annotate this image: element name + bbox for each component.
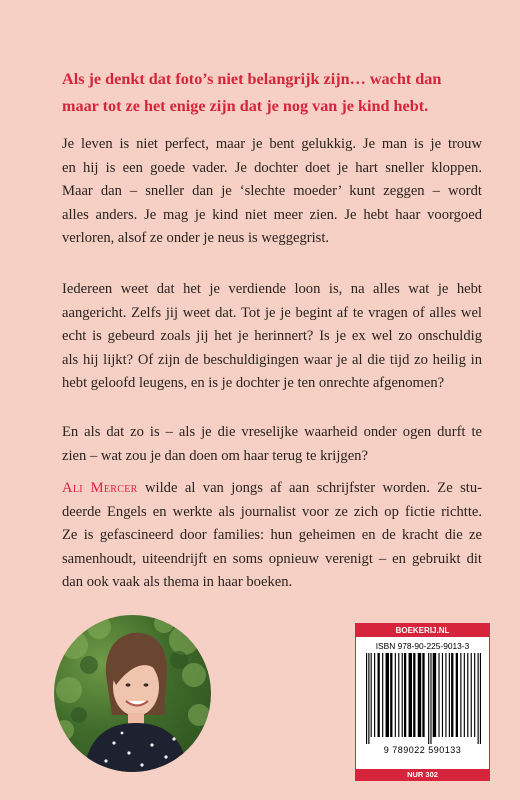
barcode-bar bbox=[480, 653, 481, 744]
isbn-number: ISBN 978-90-225-9013-3 bbox=[375, 641, 470, 651]
barcode-bar bbox=[471, 653, 472, 737]
barcode-bar bbox=[428, 653, 429, 744]
barcode-bar bbox=[467, 653, 468, 737]
barcode-bar bbox=[478, 653, 479, 744]
barcode-bar bbox=[371, 653, 372, 737]
publisher-band: BOEKERIJ.NL bbox=[356, 624, 489, 637]
barcode-bars bbox=[366, 653, 481, 744]
text-line: zien – wat zou je dan doen om haar terug te krijgen? bbox=[62, 447, 368, 464]
text-line bbox=[62, 477, 482, 501]
blurb-paragraph-3 bbox=[62, 421, 482, 468]
text-line: Maar dan – sneller dan je ‘slechte moeder’ kunt zeggen – wordt bbox=[62, 183, 482, 199]
text-line: deerde Engels en werkte als journalist voor ze zich op fictie richtte. bbox=[62, 503, 482, 520]
text-line: als hij lijkt? Of zijn de beschuldigingen waar je al die tijd zo heilig in bbox=[62, 351, 482, 368]
barcode-bar bbox=[386, 653, 389, 737]
barcode-bar bbox=[395, 653, 396, 737]
author-name: Ali Mercer bbox=[62, 480, 138, 496]
barcode-bar bbox=[418, 653, 421, 737]
barcode-bar bbox=[366, 653, 367, 744]
bio-text: wilde al van jongs af aan schrijfster worden. Ze stu- bbox=[137, 480, 482, 496]
text-line: verloren, alsof ze onder je neus is weggegrist. bbox=[62, 230, 330, 246]
barcode-bar bbox=[378, 653, 380, 737]
text-line: aangericht. Zelfs jij weet dat. Tot je je begint af te vragen of alles wel bbox=[62, 304, 482, 321]
text-line: dan ook vaak als thema in haar boeken. bbox=[62, 574, 293, 590]
barcode-bar bbox=[474, 653, 475, 737]
blurb-paragraph-2 bbox=[62, 278, 482, 396]
author-photo bbox=[54, 615, 211, 772]
author-bio bbox=[62, 477, 482, 595]
barcode-bar bbox=[430, 653, 431, 744]
barcode-bar bbox=[390, 653, 392, 737]
nur-band: NUR 302 bbox=[356, 769, 489, 780]
barcode-bar bbox=[456, 653, 458, 737]
blurb-paragraph-1 bbox=[62, 133, 482, 251]
text-line: en hij is een goede vader. Je dochter doet je hart sneller kloppen. bbox=[62, 159, 482, 176]
barcode-bar bbox=[398, 653, 399, 737]
barcode-bar bbox=[449, 653, 450, 737]
barcode-bar bbox=[404, 653, 406, 737]
text-line: En als dat zo is – als je die vreselijke waarheid onder ogen durft te bbox=[62, 424, 482, 440]
barcode-bar bbox=[451, 653, 453, 737]
author-portrait-image bbox=[54, 615, 211, 772]
barcode-bar bbox=[433, 653, 436, 737]
barcode-bar bbox=[464, 653, 465, 737]
text-line: echt is gebeurd zoals jij het je herinnert? Is je ex wel zo onschuldig bbox=[62, 328, 482, 344]
text-line: Je leven is niet perfect, maar je bent gelukkig. Je man is je trouw bbox=[62, 136, 482, 152]
tagline-line: Als je denkt dat foto’s niet belangrijk zijn… wacht dan bbox=[62, 70, 442, 88]
barcode-bar bbox=[438, 653, 439, 737]
barcode-bar bbox=[374, 653, 375, 737]
barcode-bar bbox=[445, 653, 446, 737]
tagline bbox=[62, 66, 482, 120]
text-line: alles anders. Je mag je kind niet meer zien. Je hebt haar voorgoed bbox=[62, 206, 482, 223]
ean-number: 9 789022 590133 bbox=[383, 745, 462, 755]
barcode-bar bbox=[442, 653, 443, 737]
barcode-label bbox=[355, 623, 490, 781]
text-line: Iedereen weet dat het je verdiende loon is, na alles wat je hebt bbox=[62, 281, 482, 297]
barcode-bar bbox=[409, 653, 412, 737]
barcode-bar bbox=[422, 653, 424, 737]
text-line: hebt geloofd leugens, en is je dochter je ten onrechte afgenomen? bbox=[62, 375, 445, 391]
text-line: samenhoudt, uiteendrijft en soms opnieuw verenigt – en gebruikt dit bbox=[62, 550, 482, 567]
barcode-bar bbox=[413, 653, 415, 737]
barcode-bar bbox=[402, 653, 403, 737]
barcode-bar bbox=[368, 653, 369, 744]
text-line: Ze is gefascineerd door families: hun geheimen en de kracht die ze bbox=[62, 527, 482, 543]
barcode-bar bbox=[460, 653, 461, 737]
barcode-bar bbox=[382, 653, 383, 737]
tagline-line: maar tot ze het enige zijn dat je nog van je kind hebt. bbox=[62, 97, 429, 115]
